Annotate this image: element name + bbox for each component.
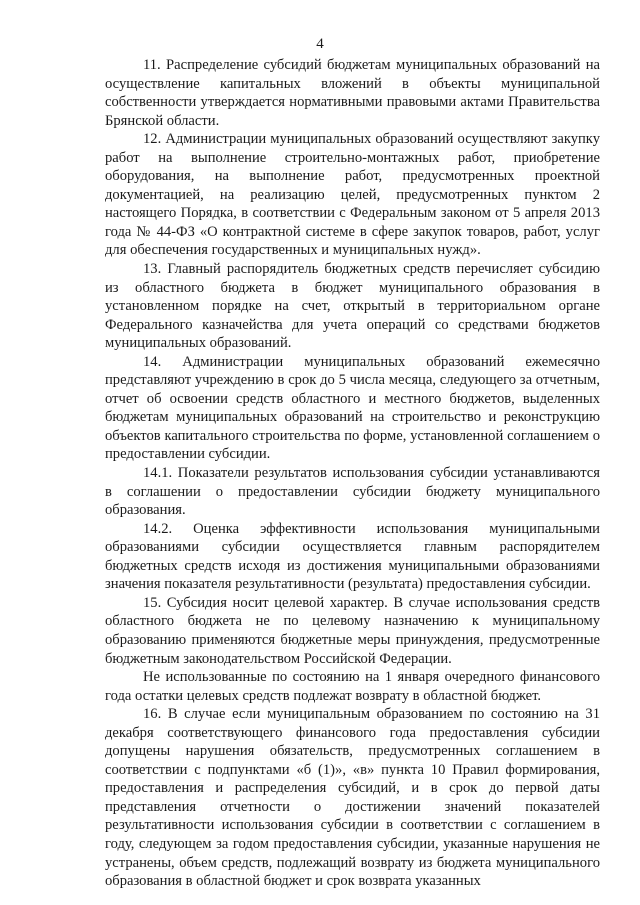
paragraph-15: 15. Субсидия носит целевой характер. В случае использования средств областного бюджета не по целевому назначению к муниципальному образованию применяются бюджетные меры принуждения, предусмотренные бюджетным законодательством Российской Федерации. (105, 594, 600, 667)
paragraph-14: 14. Администрации муниципальных образований ежемесячно представляют учреждению в срок до 5 числа месяца, следующего за отчетным, отчет об освоении средств областного и местного бюджетов, выделенных бюджетам муниципальных образований на строительство и реконструкцию объектов капитального строительства по форме, установленной соглашением о предоставлении субсидии. (105, 353, 600, 463)
page-number: 4 (316, 36, 324, 52)
paragraph-12: 12. Администрации муниципальных образований осуществляют закупку работ на выполнение строительно-монтажных работ, приобретение оборудования, на выполнение работ, предусмотренных проектной документацией, на реализацию целей, предусмотренных пунктом 2 настоящего Порядка, в соответствии с Федеральным законом от 5 апреля 2013 года № 44-ФЗ «О контрактной системе в сфере закупок товаров, работ, услуг для обеспечения государственных и муниципальных нужд». (105, 131, 600, 259)
paragraph-15-remainder: Не использованные по состоянию на 1 января очередного финансового года остатки целевых средств подлежат возврату в областной бюджет. (105, 669, 600, 704)
document-body (105, 56, 600, 891)
paragraph-16: 16. В случае если муниципальным образованием по состоянию на 31 декабря соответствующего финансового года предоставления субсидии допущены нарушения обязательств, предусмотренных соглашением в соответствии с подпунктами «б (1)», «в» пункта 10 Правил формирования, предоставления и распределения субсидий, и в срок до первой даты представления отчетности о достижении значений показателей результативности использования субсидии в соответствии с соглашением в году, следующем за годом предоставления субсидии, указанные нарушения не устранены, объем средств, подлежащий возврату из бюджета муниципального образования в областной бюджет и срок возврата указанных (105, 706, 600, 890)
paragraph-13: 13. Главный распорядитель бюджетных средств перечисляет субсидию из областного бюджета в бюджет муниципального образования в установленном порядке на счет, открытый в территориальном органе Федерального казначейства для учета операций со средствами бюджетов муниципальных образований. (105, 261, 600, 352)
paragraph-14-2: 14.2. Оценка эффективности использования муниципальными образованиями субсидии осуществляется главным распорядителем бюджетных средств исходя из достижения муниципальными образованиями значения показателя результативности (результата) предоставления субсидии. (105, 520, 600, 593)
paragraph-14-1: 14.1. Показатели результатов использования субсидии устанавливаются в соглашении о предоставлении субсидии бюджету муниципального образования. (105, 465, 600, 519)
paragraph-11: 11. Распределение субсидий бюджетам муниципальных образований на осуществление капитальных вложений в объекты муниципальной собственности утверждается нормативными правовыми актами Правительства Брянской области. (105, 57, 600, 129)
